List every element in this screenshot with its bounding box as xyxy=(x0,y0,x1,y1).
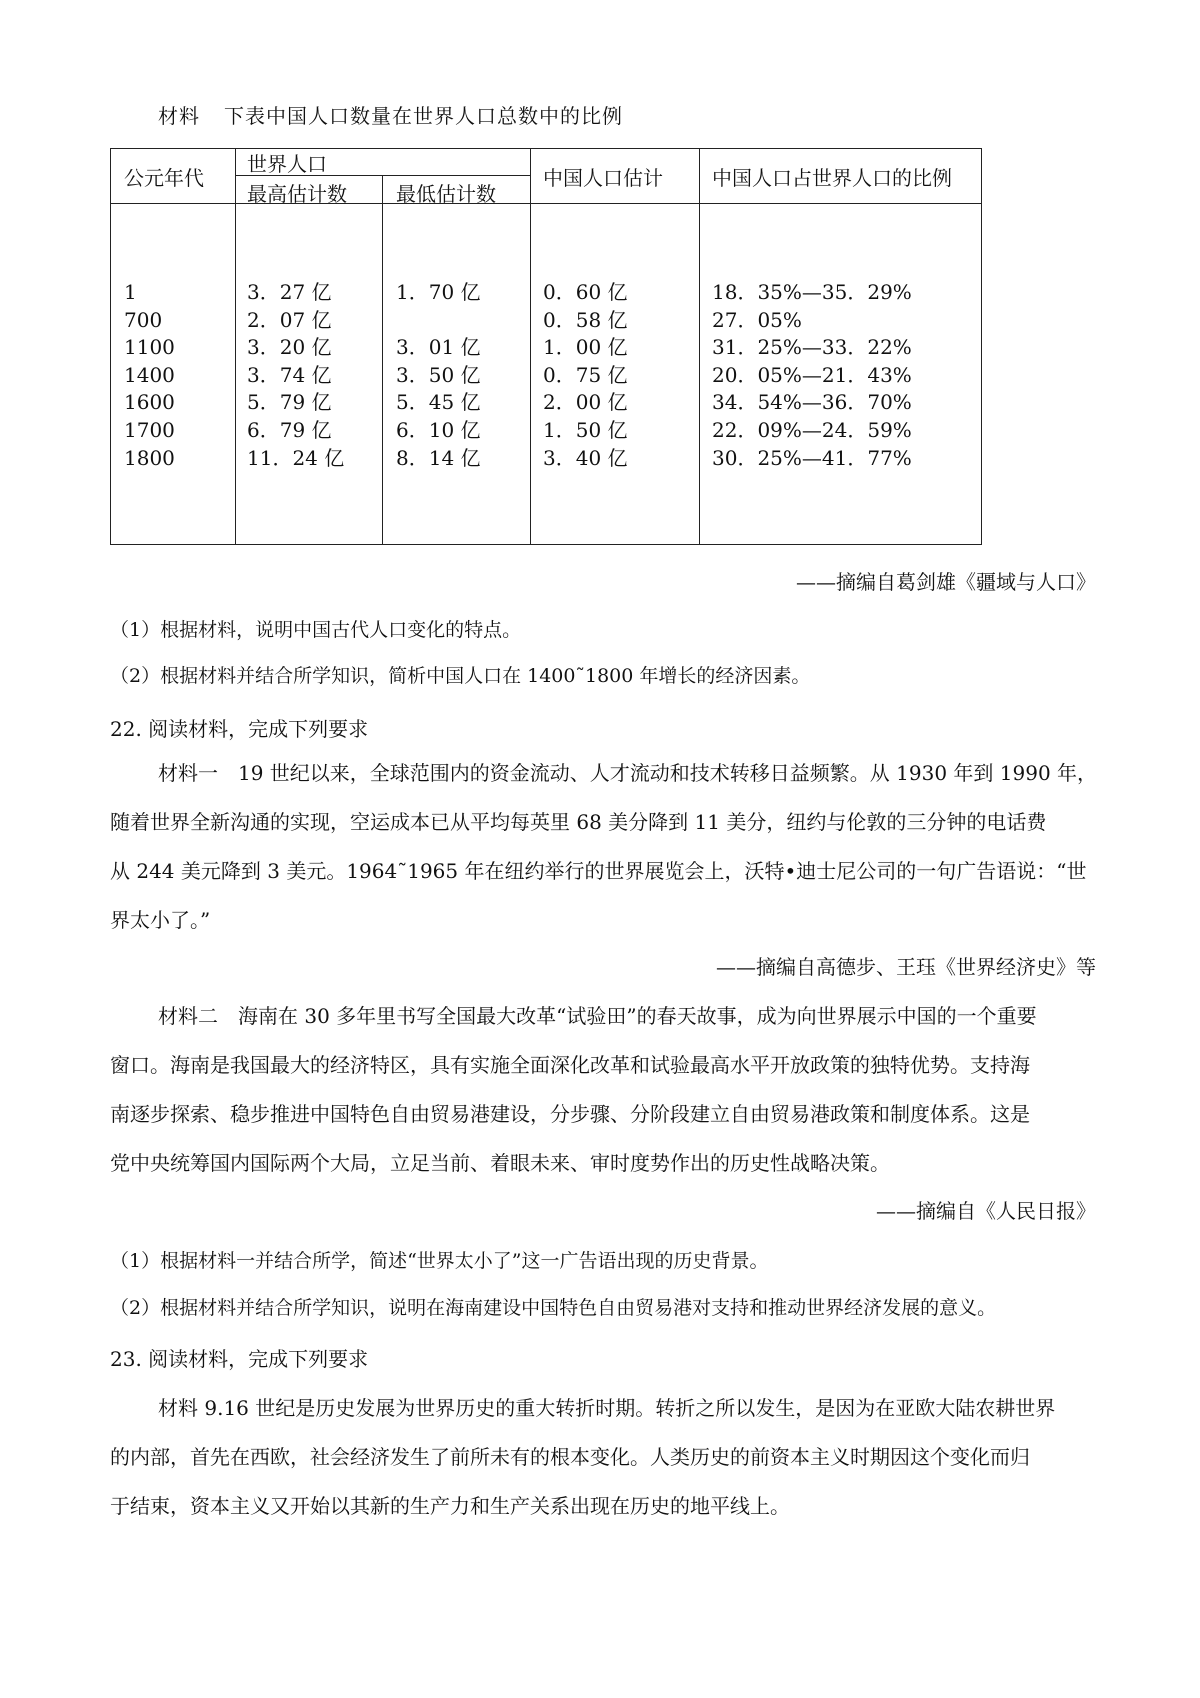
cell-china-estimate: 1．00 亿 xyxy=(543,335,628,360)
cell-ratio: 34．54%—36．70% xyxy=(712,390,912,415)
material-2-line: 南逐步探索、稳步推进中国特色自由贸易港建设，分步骤、分阶段建立自由贸易港政策和制度体系。这是 xyxy=(110,1102,1030,1126)
cell-year: 1800 xyxy=(124,445,175,470)
header-china-estimate: 中国人口估计 xyxy=(543,166,663,190)
header-ratio: 中国人口占世界人口的比例 xyxy=(712,166,952,190)
cell-min-estimate: 3．50 亿 xyxy=(396,362,481,387)
source-citation: ——摘编自葛剑雄《疆域与人口》 xyxy=(796,570,1096,594)
material-2-line: 材料二 海南在 30 多年里书写全国最大改革“试验田”的春天故事，成为向世界展示中国的一个重要 xyxy=(158,1004,1037,1028)
cell-year: 700 xyxy=(124,307,163,332)
column-year xyxy=(124,279,175,472)
cell-year: 1 xyxy=(124,280,137,304)
header-min-estimate: 最低估计数 xyxy=(396,182,496,206)
table-divider xyxy=(110,203,982,204)
cell-min-estimate: 1．70 亿 xyxy=(396,280,481,304)
question-21-2: （2）根据材料并结合所学知识，简析中国人口在 1400˜1800 年增长的经济因素。 xyxy=(110,665,811,687)
question-22-title: 22. 阅读材料，完成下列要求 xyxy=(110,717,369,741)
cell-china-estimate: 1．50 亿 xyxy=(543,417,628,442)
cell-year: 1700 xyxy=(124,417,175,442)
cell-ratio: 18．35%—35．29% xyxy=(712,280,912,304)
table-divider xyxy=(382,175,383,545)
question-21-1: （1）根据材料，说明中国古代人口变化的特点。 xyxy=(110,619,522,641)
material-1-line: 材料一 19 世纪以来，全球范围内的资金流动、人才流动和技术转移日益频繁。从 1930 年到 1990 年， xyxy=(158,761,1098,785)
material-1-line: 从 244 美元降到 3 美元。1964˜1965 年在纽约举行的世界展览会上，沃特•迪士尼公司的一句广告语说：“世 xyxy=(110,859,1087,883)
column-china-estimate xyxy=(543,279,628,472)
population-table xyxy=(110,148,982,545)
cell-max-estimate: 5．79 亿 xyxy=(247,390,332,415)
source-citation: ——摘编自《人民日报》 xyxy=(876,1199,1096,1223)
table-divider xyxy=(530,148,531,545)
cell-min-estimate: 5．45 亿 xyxy=(396,390,481,415)
cell-min-estimate: 6．10 亿 xyxy=(396,417,481,442)
header-world-population: 世界人口 xyxy=(247,152,327,176)
question-23-title: 23. 阅读材料，完成下列要求 xyxy=(110,1347,369,1371)
column-min-estimate xyxy=(396,279,481,472)
material-2-line: 党中央统筹国内国际两个大局，立足当前、着眼未来、审时度势作出的历史性战略决策。 xyxy=(110,1151,890,1175)
cell-china-estimate: 0．58 亿 xyxy=(543,307,628,332)
material-23-line: 于结束，资本主义又开始以其新的生产力和生产关系出现在历史的地平线上。 xyxy=(110,1494,790,1518)
cell-max-estimate: 3．20 亿 xyxy=(247,335,332,360)
header-max-estimate: 最高估计数 xyxy=(247,182,347,206)
material-1-line: 界太小了。” xyxy=(110,908,211,932)
cell-ratio: 27．05% xyxy=(712,307,802,332)
cell-ratio: 31．25%—33．22% xyxy=(712,335,912,360)
column-max-estimate xyxy=(247,279,344,472)
cell-ratio: 20．05%—21．43% xyxy=(712,362,912,387)
cell-max-estimate: 11．24 亿 xyxy=(247,445,345,470)
material-23-line: 材料 9.16 世纪是历史发展为世界历史的重大转折时期。转折之所以发生，是因为在亚欧大陆农耕世界 xyxy=(158,1396,1056,1420)
cell-year: 1600 xyxy=(124,390,175,415)
cell-max-estimate: 3．27 亿 xyxy=(247,280,332,304)
cell-china-estimate: 3．40 亿 xyxy=(543,445,628,470)
material-intro-text: 下表中国人口数量在世界人口总数中的比例 xyxy=(224,104,623,128)
table-divider xyxy=(235,148,236,545)
cell-china-estimate: 0．75 亿 xyxy=(543,362,628,387)
cell-min-estimate: 3．01 亿 xyxy=(396,335,481,360)
material-intro xyxy=(158,100,623,129)
cell-min-estimate xyxy=(396,307,481,335)
material-2-line: 窗口。海南是我国最大的经济特区，具有实施全面深化改革和试验最高水平开放政策的独特优势。支持海 xyxy=(110,1053,1030,1077)
cell-ratio: 22．09%—24．59% xyxy=(712,417,912,442)
cell-max-estimate: 6．79 亿 xyxy=(247,417,332,442)
material-label: 材料 xyxy=(158,104,200,128)
cell-year: 1100 xyxy=(124,335,175,360)
cell-year: 1400 xyxy=(124,362,175,387)
cell-china-estimate: 2．00 亿 xyxy=(543,390,628,415)
cell-ratio: 30．25%—41．77% xyxy=(712,445,912,470)
question-22-1: （1）根据材料一并结合所学，简述“世界太小了”这一广告语出现的历史背景。 xyxy=(110,1250,769,1272)
question-22-2: （2）根据材料并结合所学知识，说明在海南建设中国特色自由贸易港对支持和推动世界经济发展的意义。 xyxy=(110,1297,997,1319)
source-citation: ——摘编自高德步、王珏《世界经济史》等 xyxy=(716,955,1096,979)
cell-china-estimate: 0．60 亿 xyxy=(543,280,628,304)
material-1-line: 随着世界全新沟通的实现，空运成本已从平均每英里 68 美分降到 11 美分，纽约与伦敦的三分钟的电话费 xyxy=(110,810,1047,834)
material-23-line: 的内部，首先在西欧，社会经济发生了前所未有的根本变化。人类历史的前资本主义时期因这个变化而归 xyxy=(110,1445,1030,1469)
cell-min-estimate: 8．14 亿 xyxy=(396,445,481,470)
cell-max-estimate: 2．07 亿 xyxy=(247,307,332,332)
cell-max-estimate: 3．74 亿 xyxy=(247,362,332,387)
header-year: 公元年代 xyxy=(124,166,204,190)
column-ratio xyxy=(712,279,912,472)
table-divider xyxy=(699,148,700,545)
